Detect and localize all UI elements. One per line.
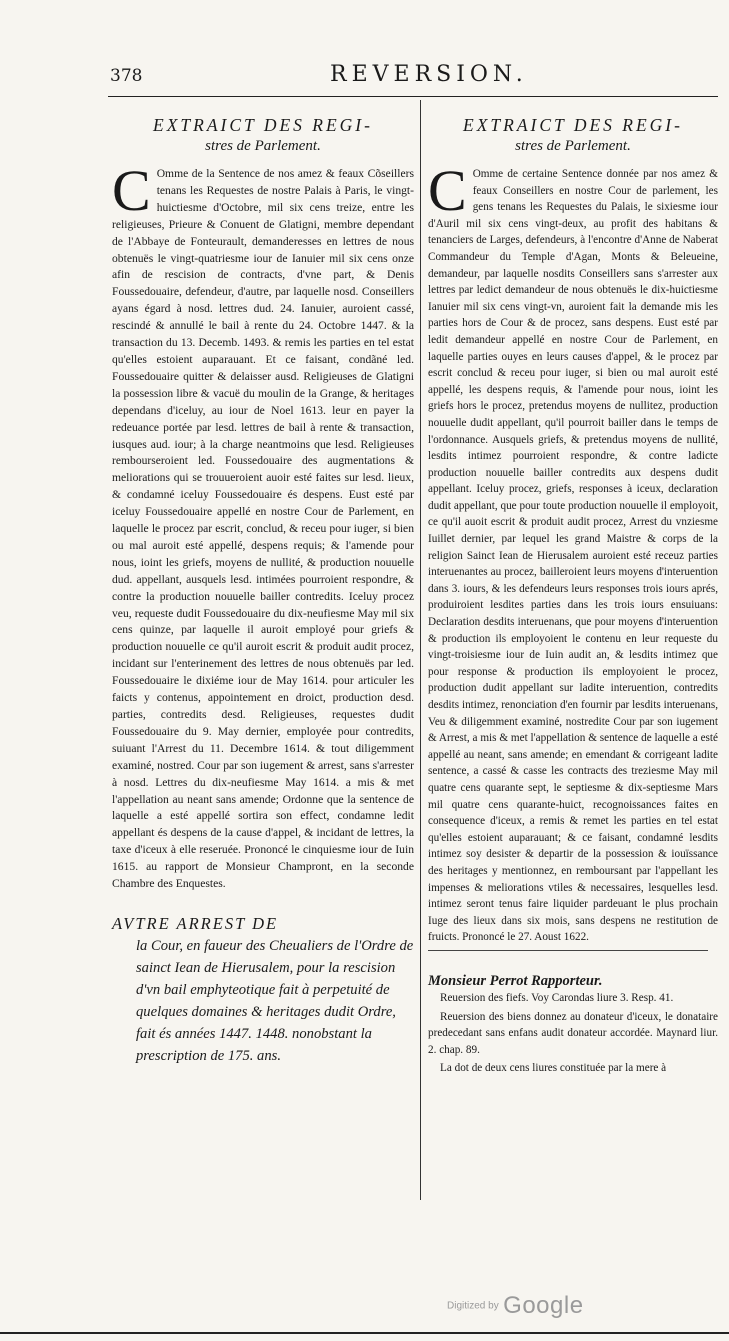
rapporteur-rule (428, 950, 708, 951)
column-divider (420, 100, 421, 1200)
notes-list (428, 990, 718, 1077)
running-title: REVERSION. (330, 62, 528, 87)
right-heading-line1: EXTRAICT DES REGI- (463, 115, 683, 135)
left-heading-line2: stres de Parlement. (205, 138, 321, 154)
page-number: 378 (110, 66, 143, 86)
page-header (0, 62, 729, 92)
right-body-text: Omme de certaine Sentence donnée par nos amez & feaux Conseillers en nostre Cour de parlement, les gens tenans les Requestes du Palais, le sixiesme iour d'Auril mil six cens vingt-deux, au profit des habitans & tenanciers de Larges, defendeurs, à l'encontre d'Anne de Naberat Commandeur du Temple d'Agan, Monts & Beleueine, demandeur, par laquelle nosdits Conseillers sans s'arrester aux lettres par ledict demandeur de nous obtenuës le dix-huictiesme Ianuier mil six cens vingt-vn, auroient fait la demande mis les parties hors de Cour & de procez, sans despens. Eust esté par ledit demandeur appellé en nostre Cour de Parlement, en laquelle parties ouyes en leurs causes d'appel, & le procez par escrit conclud & receu pour iuger, si bien ou mal auroit esté appellé, les despens requis, & l'amende pour nous, ioint les griefs hors le procez, pretendus moyens de nullitez, production nouuelle dudit appellant, qu'il pourroit bailler dans le temps de l'ordonnance. Ausquels griefs, & pretendus moyens de nullité, lesdits intimez pourroient respondre, & contre ladicte production nouuelle bailler contredits aux despens dudit appellant. Iceluy procez, griefs, responses à iceux, declaration dudit appellant, que pour toute production nouuelle il employoit, ce qu'il auoit escrit & produit audit procez, Arrest du vnziesme Iuillet dernier, par lequel les grand Maistre & corps de la religion Sainct Iean de Hierusalem auroient esté receuz parties interuenantes au procez, bailleroient leurs moyens d'interuention dans 3. iours, & les defendeurs leurs responses trois iours aprés, produiroient lesdites parties dans les trois iours ensuiuans: Declaration desdits interuenans, que pour moyens d'interuention & production ils employoient le contenu en leur requeste du vingt-troisiesme iour de Iuin audit an, & lesdits intimez que pour response & production ils employoient le procez, production dudit appellant sur ladite interuention, contredits desdits intimez, renonciation d'en fournir par lesdits interuenans, Veu & diligemment examiné, nostredite Cour par son iugement & Arrest, a mis & met l'appellation & sentence de laquelle a esté appellé au neant, sans amende; en emendant & corrigeant ladite sentence, a cassé & casse les contracts des treziesme May mil quatre cens quarante sept, le septiesme & dix-septiesme Mars mil quatre cens quarante-huict, recognoissances faites en consequence d'iceux, a remis & remet les parties en tel estat qu'elles estoient auparauant; & ce faisant, condamné lesdits intimez soy desister & departir de la possession & iouïssance des heritages y mentionnez, en remboursant par l'appellant les impenses & meliorations vtiles & necessaires, lesquelles lesd. intimez seront tenus faire liquider pardeuant le plus prochain Iuge des lieux dans six mois, sans despens ne restitution de fruicts. Prononcé le 27. Aoust 1622. (428, 168, 718, 944)
arrest-heading (112, 913, 414, 1067)
google-watermark (447, 1292, 584, 1320)
left-section-heading (112, 114, 414, 156)
left-column (112, 108, 414, 1067)
right-column (428, 108, 718, 1079)
right-heading-line2: stres de Parlement. (515, 138, 631, 154)
note-item: La dot de deux cens liures constituée par la mere à (440, 1062, 667, 1075)
note-item: Reuersion des fiefs. Voy Carondas liure 3. Resp. 41. (440, 991, 674, 1004)
arrest-heading-lead: AVTRE ARREST DE (112, 913, 279, 933)
header-rule (108, 96, 718, 97)
footer-rule (0, 1332, 729, 1334)
note-item: Reuersion des biens donnez au donateur d'iceux, le donataire predecedant sans enfans audit donateur accordée. Maynard liur. 2. chap. 89. (428, 1010, 718, 1056)
rapporteur: Monsieur Perrot Rapporteur. (428, 972, 603, 989)
left-heading-line1: EXTRAICT DES REGI- (153, 115, 373, 135)
watermark-brand: Google (503, 1292, 584, 1319)
watermark-prefix: Digitized by (447, 1300, 499, 1312)
right-section-heading (428, 114, 718, 156)
left-dropcap: C (112, 158, 151, 223)
left-body-text: Omme de la Sentence de nos amez & feaux Cõseillers tenans les Requestes de nostre Palais à Paris, le vingt-huictiesme d'Octobre, mil six cens treize, entre les religieuses, Prieure & Conuent de Glatigni, membre dependant de l'Abbaye de Fonteurault, demanderesses en lettres de nous obtenuës le vingt-quatriesme iour de Ianuier mil six cens onze afin de rescision de contracts, d'vne part, & Denis Foussedouaire, defendeur, d'autre, par laquelle nosd. Conseillers ayans égard à nosd. lettres dud. 24. Ianuier, auroient cassé, rescindé & annullé le bail à rente du 24. Octobre 1447. & la transaction du 13. Decemb. 1493. & remis les parties en tel estat qu'elles estoient auparauant. Et ce faisant, condãné led. Foussedouaire quitter & delaisser ausd. Religieuses de Glatigni la possession libre & vacuë du moulin de la Grange, & heritages dependans d'iceluy, au iour de Noel 1613. leur en payer la redeuance portée par lesd. lettres de bail à rente & transaction, iusques aud. iour; à la charge neantmoins que lesd. Religieuses rembourseroient led. Foussedouaire des augmentations & meliorations qui se trouueroient auoir esté faites sur lesd. lieux, & condamné iceluy Foussedouaire és despens. Eust esté par iceluy Foussedouaire appellé en nostre Cour de Parlement, en laquelle le procez par escrit, conclud, & receu pour iuger, si bien ou mal auroit esté appellé, despens requis; & l'amende pour nous, ioint les griefs, moyens de nullité, & production nouuelle dud. appellant, ausquels lesd. intimées pourroient respondre, & contre la production nouuelle bailler contredits. Iceluy procez veu, requeste dudit Foussedouaire du dix-neufiesme May mil six cens quinze, par laquelle il auroit employé pour griefs & production nouuelle ce qu'il auroit escrit & produit audit procez, incidant sur l'enterinement des lettres de nous obtenuës par led. Foussedouaire le dixiéme iour de May 1614. pour articuler les faicts y contenus, appointement en droict, production desd. parties, contredits desd. Religieuses, requestes dudit Foussedouaire du 9. May dernier, employée pour contredits, suiuant l'Arrest du 11. Decembre 1614. & tout diligemment examiné, nostred. Cour par son iugement & arrest, sans s'arrester à nosd. Lettres du dix-neufiesme May 1614. a mis & met l'appellation au neant sans amende; Ordonne que la sentence de laquelle a esté appellé sortira son effect, condamne ledit appellant és despens de la cause d'appel, & incidant de lettres, la taxe d'iceux à elle reseruée. Prononcé le cinquiesme iour de Iuin 1615. au rapport de Monsieur Champront, en la seconde Chambre des Enquestes. (112, 167, 414, 891)
arrest-heading-rest: la Cour, en faueur des Cheualiers de l'Ordre de sainct Iean de Hierusalem, pour la rescision d'vn bail emphyteotique fait à perpetuité de quelques domaines & heritages dudit Ordre, fait és années 1447. 1448. nonobstant la prescription de 175. ans. (136, 937, 414, 1064)
right-dropcap: C (428, 158, 467, 223)
